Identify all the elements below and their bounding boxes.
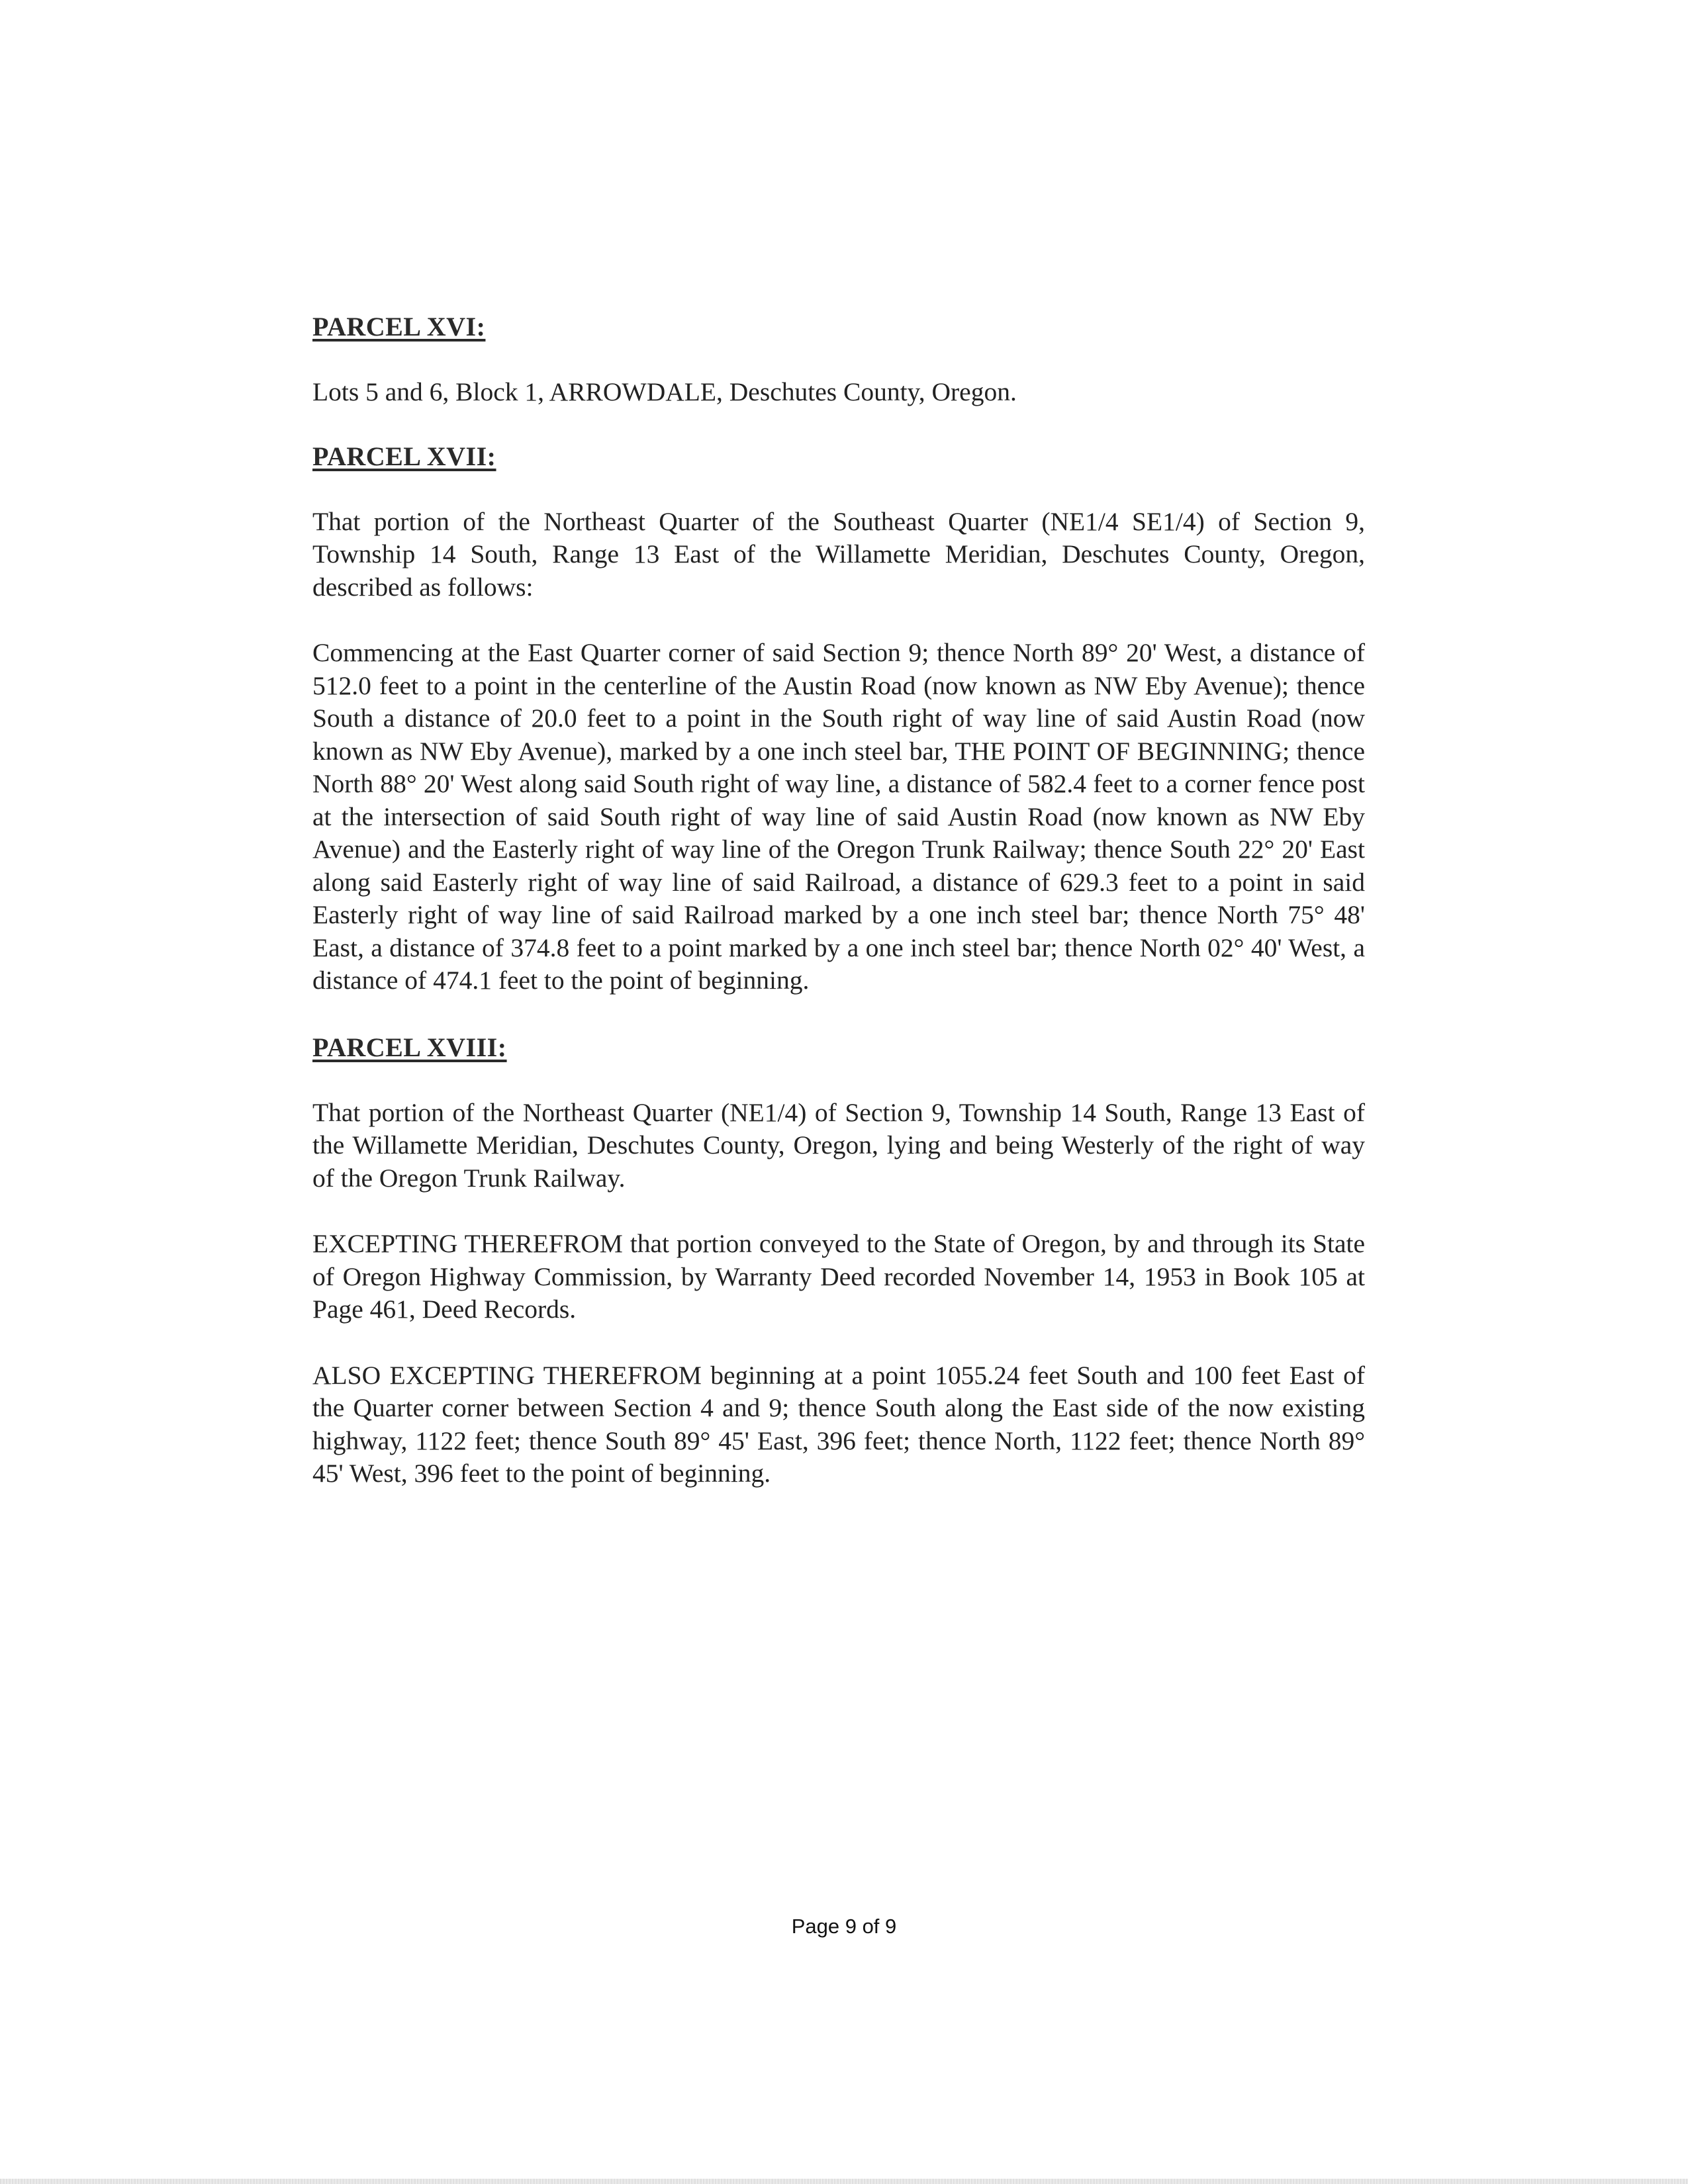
parcel-xviii-heading: PARCEL XVIII:	[312, 1032, 507, 1062]
parcel-xvi-description: Lots 5 and 6, Block 1, ARROWDALE, Deschutes County, Oregon.	[312, 377, 1017, 406]
page-number: Page 9 of 9	[791, 1915, 897, 1938]
parcel-xvii-intro: That portion of the Northeast Quarter of the Southeast Quarter (NE1/4 SE1/4) of Section 9, Township 14 South, Range 13 East of the Willamette Meridian, Deschutes County, Oregon, described as follows:	[312, 506, 1365, 602]
parcel-xvi-heading: PARCEL XVI:	[312, 312, 486, 341]
parcel-xvii-legal-description: Commencing at the East Quarter corner of said Section 9; thence North 89° 20' West, a distance of 512.0 feet to a point in the centerline of the Austin Road (now known as NW Eby Avenue); thence South a distance of 20.0 feet to a point in the South right of way line of said Austin Road (now known as NW Eby Avenue), marked by a one inch steel bar, THE POINT OF BEGINNING; thence North 88° 20' West along said South right of way line, a distance of 582.4 feet to a corner fence post at the intersection of said South right of way line of said Austin Road (now known as NW Eby Avenue) and the Easterly right of way line of the Oregon Trunk Railway; thence South 22° 20' East along said Easterly right of way line of said Railroad, a distance of 629.3 feet to a point in said Easterly right of way line of said Railroad marked by a one inch steel bar; thence North 75° 48' East, a distance of 374.8 feet to a point marked by a one inch steel bar; thence North 02° 40' West, a distance of 474.1 feet to the point of beginning.	[312, 638, 1365, 995]
parcel-xviii-intro: That portion of the Northeast Quarter (NE1/4) of Section 9, Township 14 South, Range 13 East of the Willamette Meridian, Deschutes County, Oregon, lying and being Westerly of the right of way of the Oregon Trunk Railway.	[312, 1097, 1365, 1193]
parcel-xviii-exception-1: EXCEPTING THEREFROM that portion conveyed to the State of Oregon, by and through its State of Oregon Highway Commission, by Warranty Deed recorded November 14, 1953 in Book 105 at Page 461, Deed Records.	[312, 1229, 1365, 1324]
scan-edge-artifact	[0, 2179, 1688, 2184]
parcel-xvii-heading: PARCEL XVII:	[312, 441, 496, 471]
document-body	[312, 311, 1365, 1490]
parcel-xviii-exception-2: ALSO EXCEPTING THEREFROM beginning at a point 1055.24 feet South and 100 feet East of the Quarter corner between Section 4 and 9; thence South along the East side of the now existing highway, 1122 feet; thence South 89° 45' East, 396 feet; thence North, 1122 feet; thence North 89° 45' West, 396 feet to the point of beginning.	[312, 1360, 1365, 1488]
